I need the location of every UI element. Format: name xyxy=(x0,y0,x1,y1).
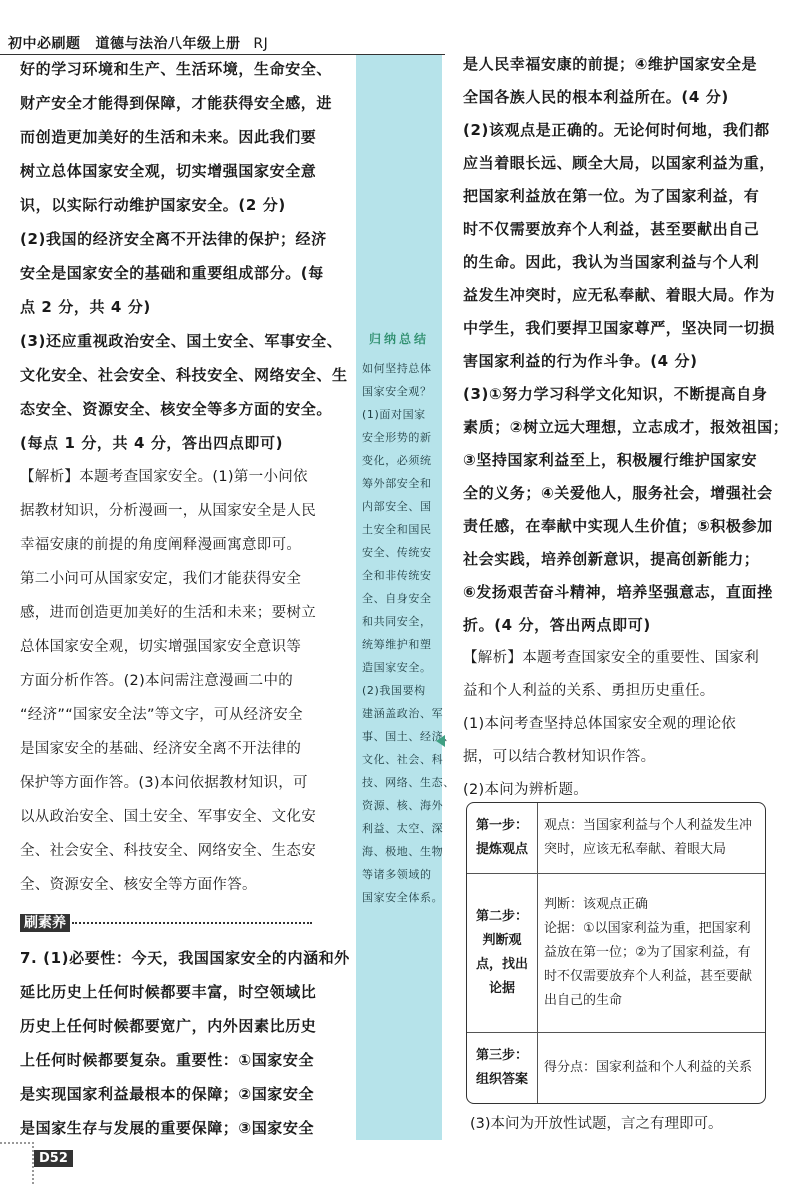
answer-line: 时不仅需要放弃个人利益，甚至要献出自己 xyxy=(463,220,760,238)
edition-label: RJ xyxy=(253,36,269,52)
analysis-line: 【解析】本题考查国家安全的重要性、国家利 xyxy=(463,650,759,666)
sidebar-line: 和共同安全， xyxy=(362,615,432,628)
sidebar-line: 海、极地、生物 xyxy=(362,845,444,858)
sidebar-line: (2)我国要构 xyxy=(362,684,426,697)
answer-line: 点 2 分，共 4 分) xyxy=(20,298,151,316)
sidebar-line: 土安全和国民 xyxy=(362,523,432,536)
answer-line: 是人民幸福安康的前提；④维护国家安全是 xyxy=(463,55,758,73)
step-cell: 第三步：组织答案 xyxy=(467,1033,538,1103)
sidebar-line: 国家安全观？ xyxy=(362,385,432,398)
table-row xyxy=(467,803,765,873)
sidebar-line: 变化，必须统 xyxy=(362,454,432,467)
analysis-line: 感，进而创造更加美好的生活和未来；要树立 xyxy=(20,605,316,621)
answer-line: 上任何时候都要复杂。重要性：①国家安全 xyxy=(20,1051,315,1069)
answer-line: 树立总体国家安全观，切实增强国家安全意 xyxy=(20,162,317,180)
table-row xyxy=(467,1033,765,1103)
q7-lines xyxy=(20,941,355,1145)
dotted-rule xyxy=(72,922,312,924)
steps-table xyxy=(466,802,766,1104)
analysis-block-6 xyxy=(20,460,355,902)
subject-title: 道德与法治八年级上册 xyxy=(95,36,241,52)
answer-line: 社会实践，培养创新意识，提高创新能力； xyxy=(463,550,760,568)
sidebar-title: 归纳总结 xyxy=(368,332,429,346)
sidebar-line: 造国家安全。 xyxy=(362,661,432,674)
answer-line: ⑥发扬艰苦奋斗精神，培养坚强意志，直面挫 xyxy=(463,583,773,601)
answer-line: 延比历史上任何时候都要丰富，时空领域比 xyxy=(20,983,317,1001)
sidebar-line: 筹外部安全和 xyxy=(362,477,432,490)
sidebar-line: (1)面对国家 xyxy=(362,408,426,421)
answer-line: (3)①努力学习科学文化知识，不断提高自身 xyxy=(463,385,768,403)
step-cell: 第一步：提炼观点 xyxy=(467,803,538,873)
analysis-line: 是国家安全的基础、经济安全离不开法律的 xyxy=(20,741,302,757)
sidebar-line: 全、自身安全 xyxy=(362,592,432,605)
sidebar-line: 统筹维护和塑 xyxy=(362,638,432,651)
analysis-line: 益和个人利益的关系、勇担历史重任。 xyxy=(463,683,715,699)
analysis-line: 保护等方面作答。(3)本问依据教材知识，可 xyxy=(20,775,308,791)
answer-line: 中学生，我们要捍卫国家尊严，坚决同一切损 xyxy=(463,319,776,337)
analysis-line: 方面分析作答。(2)本问需注意漫画二中的 xyxy=(20,673,294,689)
answer-line: 是国家生存与发展的重要保障；③国家安全 xyxy=(20,1119,315,1137)
answer-line: 折。(4 分，答出两点即可) xyxy=(463,616,651,634)
analysis-line: “经济”“国家安全法”等文字，可从经济安全 xyxy=(20,707,303,723)
analysis-line: 第二小问可从国家安定，我们才能获得安全 xyxy=(20,571,302,587)
answer-line: 全的义务；④关爱他人，服务社会，增强社会 xyxy=(463,484,773,502)
answer-line: 的生命。因此，我认为当国家利益与个人利 xyxy=(463,253,760,271)
sidebar-line: 文化、社会、科 xyxy=(362,753,444,766)
sidebar-line: 等诸多领域的 xyxy=(362,868,432,881)
sidebar-line: 安全形势的新 xyxy=(362,431,432,444)
sidebar-line: 技、网络、生态、 xyxy=(362,776,455,789)
answer-line: (每点 1 分，共 4 分，答出四点即可) xyxy=(20,434,284,452)
table-row xyxy=(467,873,765,1033)
answer-line: (2)我国的经济安全离不开法律的保护；经济 xyxy=(20,230,327,248)
analysis-line: 据，可以结合教材知识作答。 xyxy=(463,749,656,765)
answer-line: 害国家利益的行为作斗争。(4 分) xyxy=(463,352,698,370)
answer-line: 识，以实际行动维护国家安全。(2 分) xyxy=(20,196,286,214)
corner-decoration xyxy=(0,1142,34,1184)
sidebar-line: 事、国土、经济、 xyxy=(362,730,455,743)
summary-sidebar xyxy=(356,55,455,1140)
left-column xyxy=(20,52,355,902)
answer-line: (3)还应重视政治安全、国土安全、军事安全、 xyxy=(20,332,343,350)
closing-note: (3)本问为开放性试题，言之有理即可。 xyxy=(470,1116,723,1132)
answer-line: 责任感，在奉献中实现人生价值；⑤积极参加 xyxy=(463,517,773,535)
right-column xyxy=(463,48,789,807)
section-divider xyxy=(20,912,312,932)
answer-line: 全国各族人民的根本利益所在。(4 分) xyxy=(463,88,729,106)
sidebar-line: 建涵盖政治、军 xyxy=(362,707,444,720)
pointer-arrow-icon xyxy=(436,735,445,747)
answer-line: 是实现国家利益最根本的保障；②国家安全 xyxy=(20,1085,315,1103)
step-cell: 第二步：判断观点，找出论据 xyxy=(467,873,538,1033)
question-7-answer xyxy=(20,941,355,1145)
analysis-line: 【解析】本题考查国家安全。(1)第一小问依 xyxy=(20,469,308,485)
answer-line: 态安全、资源安全、核安全等多方面的安全。 xyxy=(20,400,333,418)
step-content: 判断：该观点正确 论据：①以国家利益为重，把国家利益放在第一位；②为了国家利益，有时不仅需要放弃个人利益，甚至要献出自己的生命 xyxy=(538,873,766,1033)
answer-line: 应当着眼长远、顾全大局，以国家利益为重， xyxy=(463,154,776,172)
answer-line: 把国家利益放在第一位。为了国家利益，有 xyxy=(463,187,760,205)
sidebar-line: 如何坚持总体 xyxy=(362,362,432,375)
sidebar-line: 安全、传统安 xyxy=(362,546,432,559)
analysis-line: 幸福安康的前提的角度阐释漫画寓意即可。 xyxy=(20,537,302,553)
page-number: D52 xyxy=(34,1150,73,1167)
series-title: 初中必刷题 xyxy=(8,36,81,52)
answer-line: (2)该观点是正确的。无论何时何地，我们都 xyxy=(463,121,770,139)
sidebar-line: 利益、太空、深 xyxy=(362,822,444,835)
analysis-line: (2)本问为辨析题。 xyxy=(463,782,589,798)
analysis-line: 总体国家安全观，切实增强国家安全意识等 xyxy=(20,639,302,655)
section-label: 刷素养 xyxy=(20,914,70,932)
answer-line: 益发生冲突时，应无私奉献、着眼大局。作为 xyxy=(463,286,776,304)
answer-line: 而创造更加美好的生活和未来。因此我们要 xyxy=(20,128,317,146)
analysis-line: 全、社会安全、科技安全、网络安全、生态安 xyxy=(20,843,316,859)
answer-line: 好的学习环境和生产、生活环境，生命安全、 xyxy=(20,60,333,78)
answer-line: ③坚持国家利益至上，积极履行维护国家安 xyxy=(463,451,758,469)
analysis-block-7 xyxy=(463,642,783,807)
step-content: 得分点：国家利益和个人利益的关系 xyxy=(538,1033,766,1103)
answer-line: 文化安全、社会安全、科技安全、网络安全、生 xyxy=(20,366,348,384)
answer-block-7-cont xyxy=(463,48,789,642)
analysis-line: (1)本问考查坚持总体国家安全观的理论依 xyxy=(463,716,737,732)
sidebar-line: 内部安全、国 xyxy=(362,500,432,513)
analysis-line: 据教材知识，分析漫画一，从国家安全是人民 xyxy=(20,503,316,519)
answer-line: 财产安全才能得到保障，才能获得安全感，进 xyxy=(20,94,333,112)
answer-line: 历史上任何时候都要宽广，内外因素比历史 xyxy=(20,1017,317,1035)
sidebar-line: 资源、核、海外 xyxy=(362,799,444,812)
answer-line: 7. (1)必要性：今天，我国国家安全的内涵和外 xyxy=(20,949,350,967)
sidebar-line: 国家安全体系。 xyxy=(362,891,444,904)
answer-line: 素质；②树立远大理想，立志成才，报效祖国； xyxy=(463,418,789,436)
sidebar-line: 全和非传统安 xyxy=(362,569,432,582)
answer-line: 安全是国家安全的基础和重要组成部分。(每 xyxy=(20,264,324,282)
analysis-line: 全、资源安全、核安全等方面作答。 xyxy=(20,877,257,893)
page-header xyxy=(8,33,268,53)
answer-block-6 xyxy=(20,52,355,460)
step-content: 观点：当国家利益与个人利益发生冲突时，应该无私奉献、着眼大局 xyxy=(538,803,766,873)
analysis-line: 以从政治安全、国土安全、军事安全、文化安 xyxy=(20,809,316,825)
